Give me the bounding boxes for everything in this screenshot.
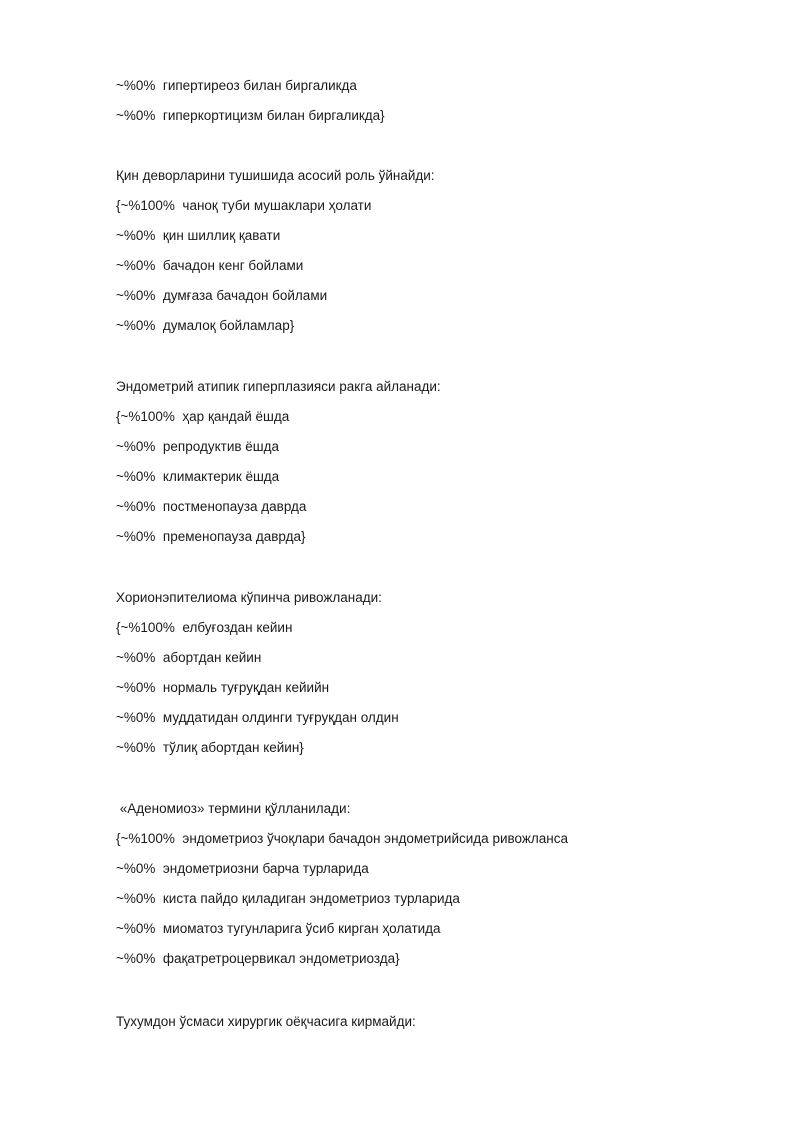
text-line: ~%0% гипертиреоз билан биргаликда — [116, 78, 357, 93]
answer-option: ~%0% репродуктив ёшда — [116, 439, 280, 454]
answer-option: ~%0% бачадон кенг бойлами — [116, 258, 304, 273]
question-heading: Эндометрий атипик гиперплазияси ракга айланади: — [116, 379, 441, 394]
answer-option: ~%0% эндометриозни барча турларида — [116, 861, 369, 876]
answer-option: {~%100% елбуғоздан кейин — [116, 620, 293, 635]
question-heading: Тухумдон ўсмаси хирургик оёқчасига кирмайди: — [116, 1014, 416, 1029]
text-line: ~%0% гиперкортицизм билан биргаликда} — [116, 108, 385, 123]
answer-option: ~%0% миоматоз тугунларига ўсиб кирган ҳолатида — [116, 921, 441, 936]
question-heading: Хорионэпителиома кўпинча ривожланади: — [116, 590, 382, 605]
answer-option: ~%0% қин шиллиқ қавати — [116, 228, 281, 243]
answer-option: ~%0% постменопауза даврда — [116, 499, 307, 514]
answer-option: ~%0% киста пайдо қиладиган эндометриоз турларида — [116, 891, 460, 906]
answer-option: {~%100% ҳар қандай ёшда — [116, 409, 290, 424]
question-heading: «Аденомиоз» термини қўлланилади: — [116, 801, 351, 816]
answer-option: ~%0% нормаль туғруқдан кейийн — [116, 680, 330, 695]
answer-option: ~%0% муддатидан олдинги туғруқдан олдин — [116, 710, 399, 725]
answer-option: {~%100% чаноқ туби мушаклари ҳолати — [116, 198, 372, 213]
question-heading: Қин деворларини тушишида асосий роль ўйнайди: — [116, 168, 435, 183]
answer-option: ~%0% абортдан кейин — [116, 650, 262, 665]
answer-option: ~%0% думалоқ бойламлар} — [116, 318, 295, 333]
answer-option: ~%0% пременопауза даврда} — [116, 529, 306, 544]
answer-option: ~%0% климактерик ёшда — [116, 469, 280, 484]
answer-option: ~%0% фақатретроцервикал эндометриозда} — [116, 951, 400, 966]
answer-option: {~%100% эндометриоз ўчоқлари бачадон эндометрийсида ривожланса — [116, 831, 568, 846]
answer-option: ~%0% тўлиқ абортдан кейин} — [116, 740, 304, 755]
answer-option: ~%0% думғаза бачадон бойлами — [116, 288, 328, 303]
